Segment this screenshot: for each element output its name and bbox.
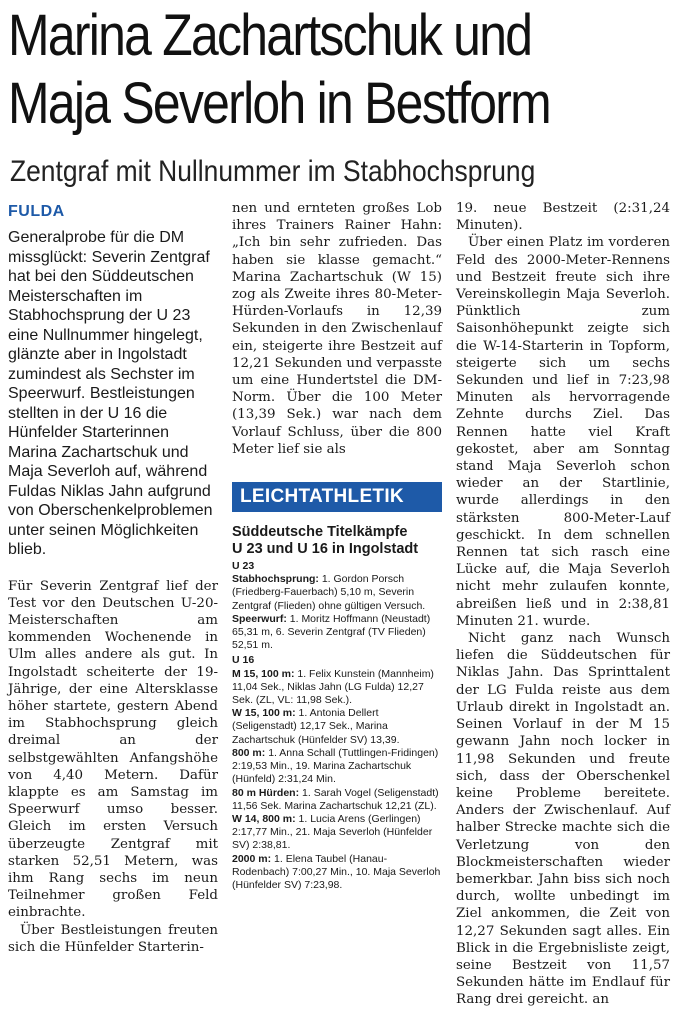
results-group-u23: U 23	[232, 560, 255, 573]
body-paragraph: Nicht ganz nach Wunsch liefen die Süddeutschen für Niklas Jahn. Das Sprinttalent der LG Fulda reiste aus dem Urlaub direkt in Ingolstadt an. Seinen Vorlauf in der M 15 gewann Jahn noch locker in 11,98 Sekunden und freute sich, dass der Oberschenkel keine Probleme bereitete. Anders der Zwischenlauf. Auf halber Strecke machte sich die Verletzung von den Blockmeisterschaften wieder bemerkbar. Jahn biss sich noch durch, wollte unbedingt im Ziel ankommen, die Zeit von 12,27 Sekunden sagt alles. Ein Blick in die Ergebnisliste zeigt, seine Bestzeit von 11,57 Sekunden hätte im Endlauf für Rang drei gereicht. an	[456, 631, 670, 1008]
result-entry: W 15, 100 m: 1. Antonia Dellert (Seligenstadt) 12,17 Sek., Marina Zachartschuk (Hünfelder SV) 13,39.	[232, 707, 400, 746]
body-paragraph: 19. neue Bestzeit (2:31,24 Minuten).	[456, 201, 670, 234]
result-entry: 800 m: 1. Anna Schall (Tuttlingen-Fridingen) 2:19,53 Min., 19. Marina Zachartschuk (Hünfeld) 2:31,24 Min.	[232, 746, 439, 786]
body-paragraph: Für Severin Zentgraf lief der Test vor den Deutschen U-20-Meisterschaften am kommenden Wochenende in Ulm alles andere als gut. In Ingolstadt scheiterte der 19-Jährige, der eine Altersklasse höher startete, gestern Abend im Stabhochsprung gleich dreimal an der selbstgewählten Anfangshöhe von 4,40 Metern. Dafür klappte es am Samstag im Speerwurf umso besser. Gleich im ersten Versuch überzeugte Zentgraf mit starken 52,51 Metern, was ihm Rang sechs im neun Teilnehmer großen Feld einbrachte.	[8, 578, 218, 921]
infobox-header: LEICHTATHLETIK	[232, 482, 442, 512]
dateline: FULDA	[8, 203, 65, 220]
column-2	[232, 200, 442, 892]
column-1	[8, 200, 218, 956]
result-entry: W 14, 800 m: 1. Lucia Arens (Gerlingen) 2:17,77 Min., 21. Maja Severloh (Hünfelder SV) 2:38,81.	[232, 812, 433, 852]
column-2-body	[232, 200, 442, 458]
results-title-line-1: Süddeutsche Titelkämpfe	[232, 524, 408, 541]
result-entry: M 15, 100 m: 1. Felix Kunstein (Mannheim) 11,04 Sek., Niklas Jahn (LG Fulda) 12,27 Sek. (ZL, VL: 11,98 Sek.).	[232, 667, 434, 707]
result-entry: Speerwurf: 1. Moritz Hoffmann (Neustadt) 65,31 m, 6. Severin Zentgraf (TV Flieden) 52,51 m.	[232, 612, 431, 652]
results-title-line-2: U 23 und U 16 in Ingolstadt	[232, 541, 419, 558]
column-3-body	[456, 200, 670, 1009]
results-title	[232, 524, 442, 558]
subheadline: Zentgraf mit Nullnummer im Stabhochsprung	[10, 155, 536, 188]
result-entry: 2000 m: 1. Elena Taubel (Hanau-Rodenbach) 7:00,27 Min., 10. Maja Severloh (Hünfelder SV) 7:23,98.	[232, 852, 441, 891]
column-3	[456, 200, 670, 1009]
lead-paragraph: Generalprobe für die DM missglückt: Severin Zentgraf hat bei den Süddeutschen Meisterschaften im Stabhochsprung der U 23 eine Nullnummer hingelegt, glänzte aber in Ingolstadt zumindest als Sechster im Speerwurf. Bestleistungen stellten in der U 16 die Hünfelder Starterinnen Marina Zachartschuk und Maja Severloh auf, während Fuldas Niklas Jahn aufgrund von Oberschenkelproblemen unter seinen Möglichkeiten blieb.	[8, 229, 213, 558]
column-1-body	[8, 578, 218, 956]
body-paragraph: nen und ernteten großes Lob ihres Trainers Rainer Hahn: „Ich bin sehr zufrieden. Das haben sie klasse gemacht.“ Marina Zachartschuk (W 15) zog als Zweite ihres 80-Meter-Hürden-Vorlaufs in 12,39 Sekunden in den Zwischenlauf ein, steigerte ihre Bestzeit auf 12,21 Sekunden und verpasste um eine Hundertstel die DM-Norm. Über die 100 Meter (13,39 Sek.) war nach dem Vorlauf Schluss, über die 800 Meter lief sie als	[232, 201, 443, 457]
body-paragraph: Über einen Platz im vorderen Feld des 2000-Meter-Rennens und Bestzeit freute sich ihre Vereinskollegin Maja Severloh. Pünktlich zum Saisonhöhepunkt zeigte sich die W-14-Starterin in Topform, steigerte sich um sechs Sekunden und lief in 7:23,98 Minuten als hervorragende Zehnte durchs Ziel. Das Rennen hatte viel Kraft gekostet, aber am Sonntag stand Maja Severloh schon wieder an der Startlinie, wurde allerdings in den stärksten 800-Meter-Lauf geschickt. In dem schnellen Rennen tat sich rasch eine Lücke auf, die Maja Severloh nicht mehr zulaufen konnte, abreißen ließ und in 2:38,81 Minuten 21. wurde.	[456, 235, 670, 629]
results-group-u16: U 16	[232, 654, 255, 667]
results-list	[232, 560, 442, 892]
headline: Marina Zachartschuk und Maja Severloh in Bestform	[8, 3, 550, 136]
result-entry: Stabhochsprung: 1. Gordon Porsch (Friedberg-Fauerbach) 5,10 m, Severin Zentgraf (Flieden) ohne gültigen Versuch.	[232, 573, 426, 612]
body-paragraph: Über Bestleistungen freuten sich die Hünfelder Starterin-	[8, 922, 218, 955]
result-entry: 80 m Hürden: 1. Sarah Vogel (Seligenstadt) 11,56 Sek. Marina Zachartschuk 12,21 (ZL).	[232, 786, 439, 812]
results-infobox	[232, 482, 442, 892]
